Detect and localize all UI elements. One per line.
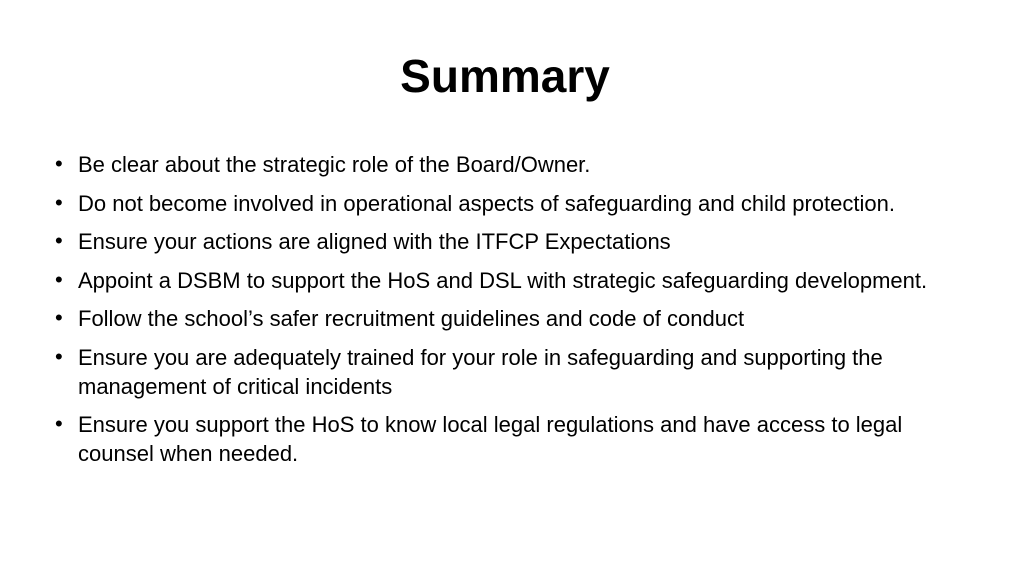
bullet-icon: • bbox=[55, 266, 63, 292]
bullet-list bbox=[55, 150, 955, 478]
bullet-icon: • bbox=[55, 151, 63, 176]
bullet-text: Appoint a DSBM to support the HoS and DSL with strategic safeguarding development. bbox=[78, 267, 928, 293]
bullet-icon: • bbox=[55, 189, 63, 215]
bullet-text: Be clear about the strategic role of the Board/Owner. bbox=[78, 152, 591, 177]
slide-title: Summary bbox=[400, 50, 610, 102]
bullet-item bbox=[55, 227, 955, 256]
bullet-item bbox=[55, 150, 955, 179]
bullet-icon: • bbox=[55, 228, 63, 253]
bullet-item bbox=[55, 343, 955, 401]
bullet-icon: • bbox=[55, 411, 63, 436]
bullet-item bbox=[55, 189, 955, 218]
bullet-icon: • bbox=[55, 305, 63, 330]
bullet-icon: • bbox=[55, 343, 63, 369]
bullet-text: Ensure you are adequately trained for your role in safeguarding and supporting the management of critical incidents bbox=[78, 344, 883, 399]
bullet-item bbox=[55, 410, 955, 468]
bullet-text: Ensure you support the HoS to know local legal regulations and have access to legal counsel when needed. bbox=[78, 412, 903, 466]
bullet-text: Do not become involved in operational aspects of safeguarding and child protection. bbox=[78, 190, 895, 216]
bullet-text: Ensure your actions are aligned with the ITFCP Expectations bbox=[78, 229, 671, 254]
bullet-item bbox=[55, 304, 955, 333]
bullet-item bbox=[55, 266, 955, 295]
bullet-text: Follow the school’s safer recruitment guidelines and code of conduct bbox=[78, 306, 745, 331]
